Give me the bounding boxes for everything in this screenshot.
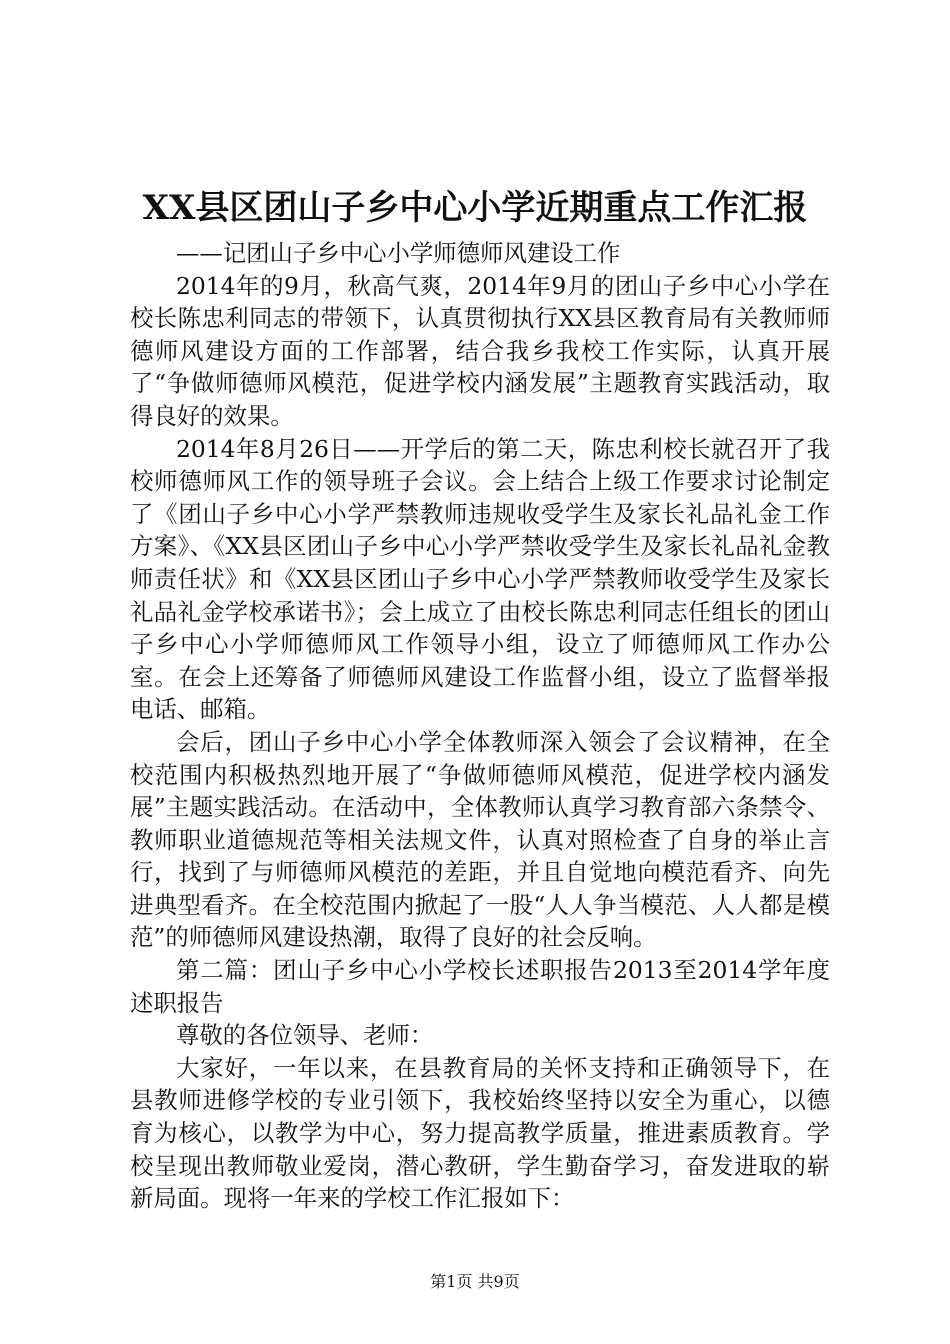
paragraph: 2014年8月26日——开学后的第二天，陈忠利校长就召开了我校师德师风工作的领导班子会议。会上结合上级工作要求讨论制定了《团山子乡中心小学严禁教师违规收受学生及家长礼品礼金工作方案》、《XX县区团山子乡中心小学严禁收受学生及家长礼品礼金教师责任状》和《XX县区团山子乡中心小学严禁教师收受学生及家长礼品礼金学校承诺书》；会上成立了由校长陈忠利同志任组长的团山子乡中心小学师德师风工作领导小组，设立了师德师风工作办公室。在会上还筹备了师德师风建设工作监督小组，设立了监督举报电话、邮箱。: [130, 434, 830, 724]
paragraph: 大家好，一年以来，在县教育局的关怀支持和正确领导下，在县教师进修学校的专业引领下，我校始终坚持以安全为重心，以德育为核心，以教学为中心，努力提高教学质量，推进素质教育。学校呈现出教师敬业爱岗，潜心教研，学生勤奋学习，奋发进取的崭新局面。现将一年来的学校工作汇报如下：: [130, 1053, 830, 1213]
document-title: XX县区团山子乡中心小学近期重点工作汇报: [142, 188, 808, 228]
document-body: [130, 237, 830, 1215]
paragraph: 会后，团山子乡中心小学全体教师深入领会了会议精神，在全校范围内积极热烈地开展了“争做师德师风模范，促进学校内涵发展”主题实践活动。在活动中，全体教师认真学习教育部六条禁令、教师职业道德规范等相关法规文件，认真对照检查了自身的举止言行，找到了与师德师风模范的差距，并且自觉地向模范看齐、向先进典型看齐。在全校范围内掀起了一股“人人争当模范、人人都是模范”的师德师风建设热潮，取得了良好的社会反响。: [130, 727, 830, 952]
section-heading: 第二篇：团山子乡中心小学校长述职报告2013至2014学年度述职报告: [130, 956, 830, 1017]
salutation: 尊敬的各位领导、老师：: [176, 1021, 434, 1050]
paragraph: 2014年的9月，秋高气爽，2014年9月的团山子乡中心小学在校长陈忠利同志的带领下，认真贯彻执行XX县区教育局有关教师师德师风建设方面的工作部署，结合我乡我校工作实际，认真开展了“争做师德师风模范，促进学校内涵发展”主题教育实践活动，取得良好的效果。: [130, 271, 830, 430]
page-number-footer: 第1页 共9页: [430, 1272, 520, 1291]
document-subtitle: ——记团山子乡中心小学师德师风建设工作: [176, 239, 621, 267]
